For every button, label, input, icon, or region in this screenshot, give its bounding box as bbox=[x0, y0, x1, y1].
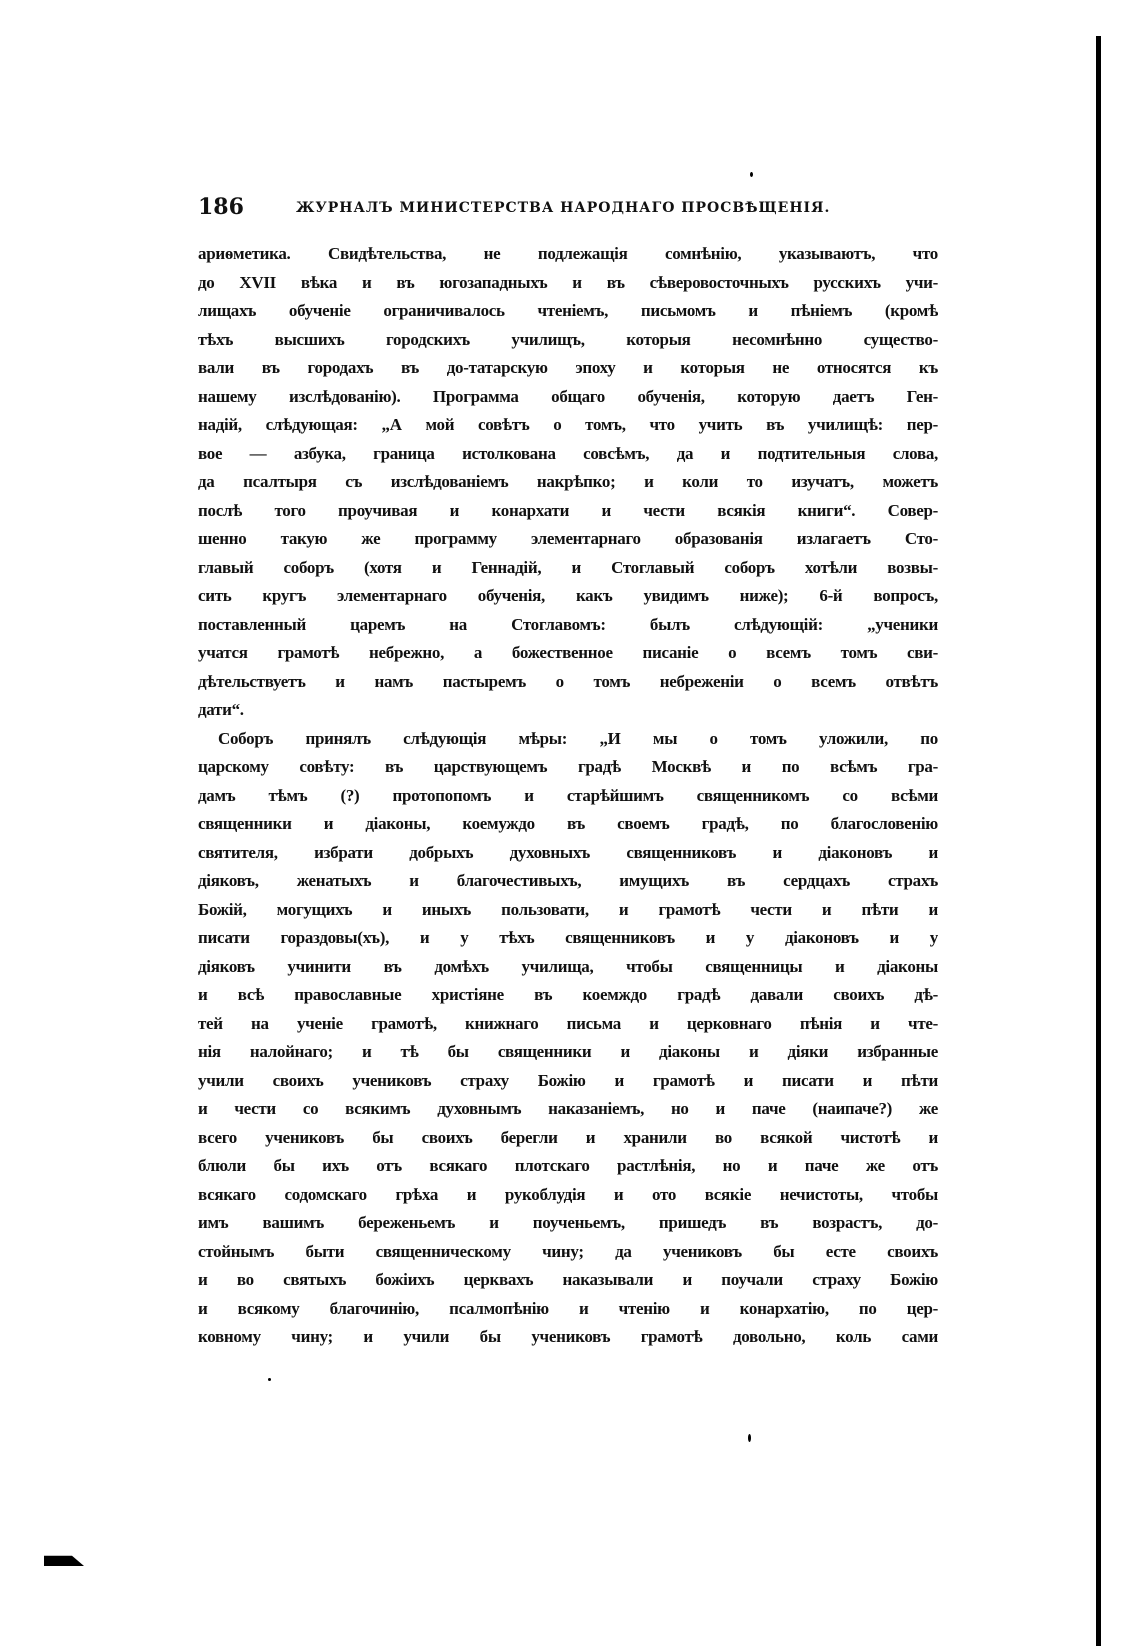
text-line: святителя, избрати добрыхъ духовныхъ священниковъ и діаконовъ и bbox=[198, 842, 938, 862]
text-line: до XVII вѣка и въ югозападныхъ и въ сѣверовосточныхъ русскихъ учи- bbox=[198, 272, 938, 292]
text-line: послѣ того проучивая и конархати и чести всякія книги“. Совер- bbox=[198, 500, 938, 520]
text-line: всего учениковъ бы своихъ берегли и хранили во всякой чистотѣ и bbox=[198, 1127, 938, 1147]
running-title: ЖУРНАЛЪ МИНИСТЕРСТВА НАРОДНАГО ПРОСВѢЩЕНІЯ. bbox=[296, 200, 831, 216]
text-line: сить кругъ элементарнаго обученія, какъ увидимъ ниже); 6-й вопросъ, bbox=[198, 586, 938, 605]
text-line: тѣхъ высшихъ городскихъ училищъ, которыя несомнѣнно существо- bbox=[198, 329, 938, 349]
scan-speck bbox=[268, 1378, 271, 1381]
text-line: тей на ученіе грамотѣ, книжнаго письма и церковнаго пѣнія и чте- bbox=[198, 1013, 938, 1033]
text-line: дамъ тѣмъ (?) протопопомъ и старѣйшимъ священникомъ со всѣми bbox=[198, 785, 938, 805]
text-line: главый соборъ (хотя и Геннадій, и Стоглавый соборъ хотѣли возвы- bbox=[198, 557, 938, 577]
text-line: вое — азбука, граница истолкована совсѣмъ, да и подтительныя слова, bbox=[198, 443, 938, 463]
text-line: учатся грамотѣ небрежно, а божественное писаніе о всемъ томъ сви- bbox=[198, 643, 938, 662]
page-header bbox=[198, 194, 938, 224]
text-line: ариѳметика. Свидѣтельства, не подлежащія сомнѣнію, указываютъ, что bbox=[198, 244, 938, 263]
text-line: дѣтельствуетъ и намъ пастыремъ о томъ небреженіи о всемъ отвѣтъ bbox=[198, 671, 938, 691]
body-text bbox=[198, 240, 938, 1352]
page-number: 186 bbox=[198, 194, 244, 220]
text-line: нашему изслѣдованію). Программа общаго обученія, которую даетъ Ген- bbox=[198, 386, 938, 406]
text-line: учили своихъ учениковъ страху Божію и грамотѣ и писати и пѣти bbox=[198, 1070, 938, 1090]
text-line: священники и діаконы, коемуждо въ своемъ градѣ, по благословенію bbox=[198, 814, 938, 833]
text-line: шенно такую же программу элементарнаго образованія излагаетъ Сто- bbox=[198, 529, 938, 548]
text-line: и чести со всякимъ духовнымъ наказаніемъ, но и паче (наипаче?) же bbox=[198, 1099, 938, 1118]
text-line: стойнымъ быти священническому чину; да учениковъ бы есте своихъ bbox=[198, 1241, 938, 1261]
text-line: писати гораздовы(хъ), и у тѣхъ священниковъ и у діаконовъ и у bbox=[198, 928, 938, 947]
page-edge-rule bbox=[1096, 36, 1101, 1646]
text-line: діяковъ учинити въ домѣхъ училища, чтобы священницы и діаконы bbox=[198, 956, 938, 976]
scan-corner-mark bbox=[44, 1554, 84, 1566]
text-line: имъ вашимъ береженьемъ и поученьемъ, пришедъ въ возрастъ, до- bbox=[198, 1213, 938, 1232]
text-line: надій, слѣдующая: „А мой совѣтъ о томъ, что учить въ училищѣ: пер- bbox=[198, 415, 938, 434]
text-line: Соборъ принялъ слѣдующія мѣры: „И мы о томъ уложили, по bbox=[218, 728, 938, 748]
text-line: вали въ городахъ въ до-татарскую эпоху и которыя не относятся къ bbox=[198, 358, 938, 377]
text-line: и всякому благочинію, псалмопѣнію и чтенію и конархатію, по цер- bbox=[198, 1298, 938, 1318]
text-line: лищахъ обученіе ограничивалось чтеніемъ, письмомъ и пѣніемъ (кромѣ bbox=[198, 301, 938, 320]
scan-speck bbox=[748, 1434, 751, 1442]
scan-speck bbox=[750, 172, 753, 177]
text-line: и всѣ православные христіяне въ коемждо градѣ давали своихъ дѣ- bbox=[198, 985, 938, 1004]
text-line: да псалтыря съ изслѣдованіемъ накрѣпко; и коли то изучатъ, можетъ bbox=[198, 472, 938, 491]
text-line: блюли бы ихъ отъ всякаго плотскаго растлѣнія, но и паче же отъ bbox=[198, 1156, 938, 1175]
text-line: діяковъ, женатыхъ и благочестивыхъ, имущихъ въ сердцахъ страхъ bbox=[198, 871, 938, 890]
text-line: поставленный царемъ на Стоглавомъ: былъ слѣдующій: „ученики bbox=[198, 614, 938, 634]
text-line: царскому совѣту: въ царствующемъ градѣ Москвѣ и по всѣмъ гра- bbox=[198, 757, 938, 776]
text-line: всякаго содомскаго грѣха и рукоблудія и ото всякіе нечистоты, чтобы bbox=[198, 1184, 938, 1204]
text-line: дати“. bbox=[198, 700, 244, 719]
text-line: и во святыхъ божіихъ церквахъ наказывали и поучали страху Божію bbox=[198, 1270, 938, 1289]
text-line: нія налойнаго; и тѣ бы священники и діаконы и діяки избранные bbox=[198, 1042, 938, 1061]
text-line: ковному чину; и учили бы учениковъ грамотѣ довольно, коль сами bbox=[198, 1327, 938, 1346]
text-line: Божій, могущихъ и иныхъ пользовати, и грамотѣ чести и пѣти и bbox=[198, 899, 938, 919]
